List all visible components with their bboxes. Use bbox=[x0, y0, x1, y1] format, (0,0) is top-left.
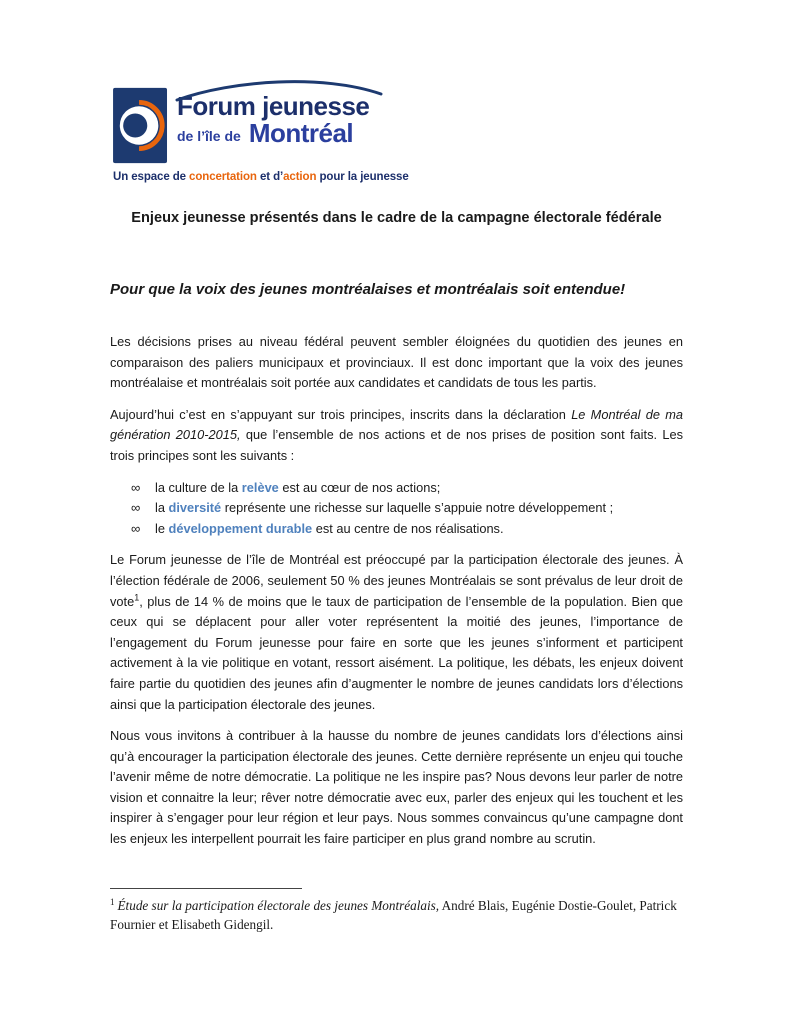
text-run: est au centre de nos réalisations. bbox=[312, 520, 504, 536]
text-run: Le Forum jeunesse de l’île de Montréal est préoccupé par la participation électorale des jeunes. À l’élection fédérale de 2006, seulement 50 % des jeunes Montréalais se sont prévalus de leur droit de vote bbox=[110, 552, 683, 609]
infinity-bullet-icon: ∞ bbox=[131, 479, 141, 495]
logo-name-line1: Forum jeunesse bbox=[177, 91, 370, 121]
list-item bbox=[110, 498, 683, 519]
document-title: Enjeux jeunesse présentés dans le cadre de la campagne électorale fédérale bbox=[131, 210, 662, 226]
paragraph-3 bbox=[110, 550, 683, 715]
text-run: le bbox=[155, 520, 169, 536]
tagline-part-1: Un espace de bbox=[113, 171, 190, 183]
keyword-diversite: diversité bbox=[168, 500, 222, 516]
logo-tagline bbox=[113, 171, 409, 183]
logo-row bbox=[113, 86, 409, 165]
text-run: la bbox=[155, 500, 169, 516]
document-body bbox=[110, 208, 683, 850]
text-run: représente une richesse sur laquelle s’appuie notre développement ; bbox=[221, 500, 614, 516]
infinity-bullet-icon: ∞ bbox=[131, 500, 141, 516]
text-run: Aujourd’hui c’est en s’appuyant sur trois principes, inscrits dans la déclaration bbox=[110, 406, 572, 422]
tagline-part-4: action bbox=[283, 171, 317, 183]
logo-name-row bbox=[177, 120, 369, 146]
paragraph-2 bbox=[110, 405, 683, 467]
keyword-developpement-durable: développement durable bbox=[168, 520, 313, 536]
principles-list bbox=[110, 478, 683, 540]
italic-declaration-title: Le Montréal de ma génération 2010-2015, bbox=[110, 406, 683, 443]
forum-jeunesse-logo-icon bbox=[113, 86, 169, 165]
footnote-text bbox=[110, 896, 683, 934]
text-run: , plus de 14 % de moins que le taux de participation de l’ensemble de la population. Bien que ceux qui se déplacent pour aller voter représentent la moitié des jeunes, l’importance de l’engagement du Forum jeunesse pour faire en sorte que les jeunes s’informent et participent activement à la vie politique en votant, ressort aisément. La politique, les débats, les enjeux doivent faire partie du quotidien des jeunes afin d’augmenter le nombre de jeunes candidats lors d’élections ainsi que la participation électorale des jeunes. bbox=[110, 593, 683, 712]
paragraph-1: Les décisions prises au niveau fédéral peuvent sembler éloignées du quotidien des jeunes en comparaison des paliers municipaux et provinciaux. Il est donc important que la voix des jeunes montréalaise et montréalais soit portée aux candidates et candidats de tous les partis. bbox=[110, 334, 683, 391]
logo-name-line3: Montréal bbox=[248, 118, 354, 148]
infinity-bullet-icon: ∞ bbox=[131, 520, 141, 536]
footnote bbox=[110, 888, 683, 934]
document-subtitle: Pour que la voix des jeunes montréalaises et montréalais soit entendue! bbox=[110, 281, 626, 298]
text-run: que l’ensemble de nos actions et de nos prises de position sont faits. Les trois principes sont les suivants : bbox=[110, 427, 683, 463]
logo bbox=[113, 86, 409, 183]
tagline-part-2: concertation bbox=[189, 171, 257, 183]
keyword-releve: relève bbox=[241, 479, 279, 495]
tagline-part-5: pour la jeunesse bbox=[316, 171, 409, 183]
footnote-separator bbox=[110, 888, 302, 889]
logo-name-line2: de l’île de bbox=[177, 128, 241, 144]
footnote-marker: 1 bbox=[110, 896, 115, 907]
text-run: est au cœur de nos actions; bbox=[278, 479, 441, 495]
text-run: la culture de la bbox=[155, 479, 242, 495]
logo-text bbox=[177, 86, 369, 146]
footnote-reference: 1 bbox=[134, 592, 140, 603]
footnote-study-title: Étude sur la participation électorale des jeunes Montréalais, bbox=[117, 898, 440, 913]
paragraph-4: Nous vous invitons à contribuer à la hausse du nombre de jeunes candidats lors d’élections ainsi qu’à encourager la participation électorale des jeunes. Cette dernière représente un enjeu qui touche l’avenir même de notre démocratie. La politique ne les inspire pas? Nous devons leur parler de notre vision et connaitre la leur; rêver notre démocratie avec eux, parler des enjeux qui les touchent et les inspirer à s’engager pour leur région et leur pays. Nous sommes convaincus qu’une campagne dont les enjeux les interpellent pourrait les faire participer en plus grand nombre au scrutin. bbox=[110, 728, 683, 847]
list-item bbox=[110, 519, 683, 540]
tagline-part-3: et d’ bbox=[256, 171, 284, 183]
footnote-authors: André Blais, Eugénie Dostie-Goulet, Patrick Fournier et Elisabeth Gidengil. bbox=[110, 898, 677, 932]
list-item bbox=[110, 478, 683, 499]
